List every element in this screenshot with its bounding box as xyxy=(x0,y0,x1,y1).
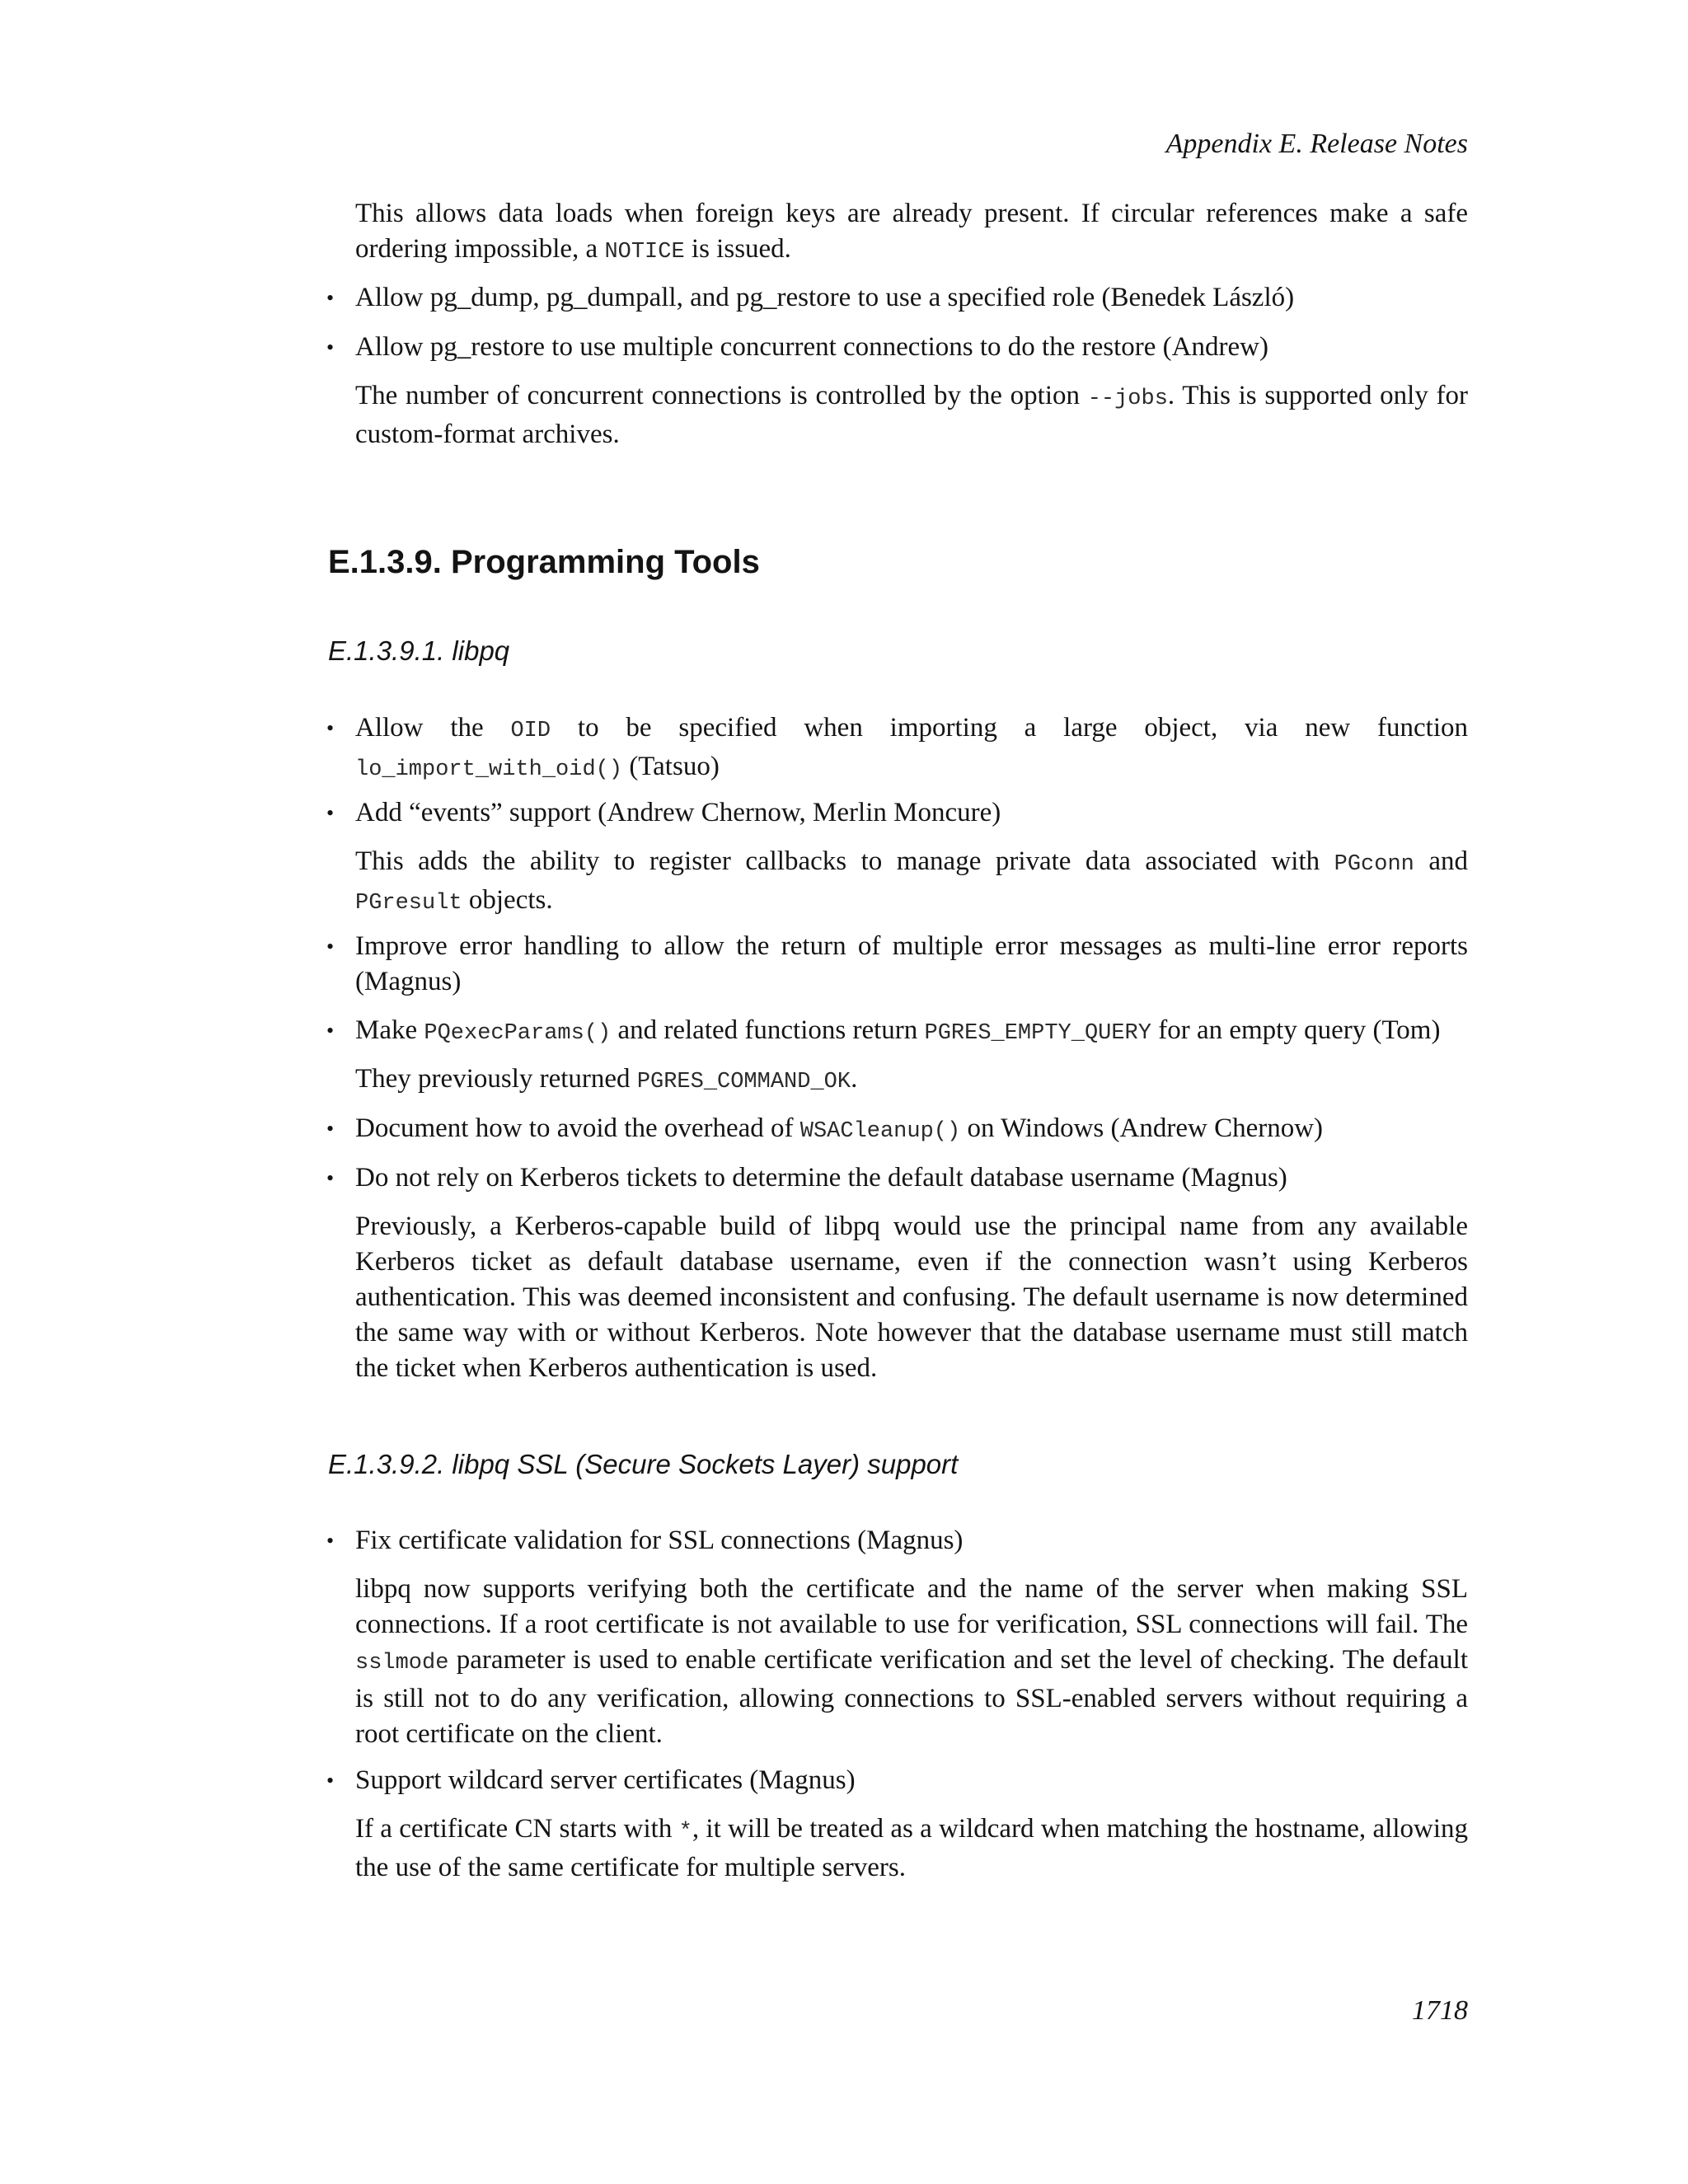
bullet-icon: • xyxy=(326,801,335,825)
code-wsacleanup: WSACleanup() xyxy=(799,1119,961,1144)
bullet-icon: • xyxy=(326,935,335,958)
code-notice: NOTICE xyxy=(604,240,685,265)
code-pgres-command-ok: PGRES_COMMAND_OK xyxy=(636,1070,851,1094)
bullet-icon: • xyxy=(326,335,335,359)
list-item-error-handling: • Improve error handling to allow the return of multiple error messages as multi-line error reports (Magnus) xyxy=(355,929,1468,1000)
bullet-icon: • xyxy=(326,1529,335,1553)
list-item-lo-import-with-oid: • Allow the OID to be specified when importing a large object, via new function lo_import_with_oid() (Tatsuo) xyxy=(355,710,1468,788)
subsection-heading-libpq: E.1.3.9.1. libpq xyxy=(328,635,510,666)
code-lo-import-with-oid: lo_import_with_oid() xyxy=(355,757,623,782)
list-item-specified-role: • Allow pg_dump, pg_dumpall, and pg_restore to use a specified role (Benedek László) xyxy=(355,280,1468,316)
page-number: 1718 xyxy=(1412,1995,1468,2026)
running-header: Appendix E. Release Notes xyxy=(1165,129,1468,159)
intro-paragraph-jobs: The number of concurrent connections is controlled by the option --jobs. This is supported only for custom-format archives. xyxy=(355,381,1468,449)
bullet-icon: • xyxy=(326,1117,335,1141)
bullet-icon: • xyxy=(326,1769,335,1793)
paragraph-wildcard-explanation: If a certificate CN starts with *, it will be treated as a wildcard when matching the hostname, allowing the use of the same certificate for multiple servers. xyxy=(355,1814,1468,1882)
code-sslmode: sslmode xyxy=(355,1651,449,1675)
bullet-icon: • xyxy=(326,716,335,740)
list-item-events-support: • Add “events” support (Andrew Chernow, Merlin Moncure) xyxy=(355,795,1468,831)
code-jobs: --jobs xyxy=(1087,387,1168,411)
bullet-icon: • xyxy=(326,1166,335,1190)
code-pgres-empty-query: PGRES_EMPTY_QUERY xyxy=(924,1021,1151,1046)
code-pgresult: PGresult xyxy=(355,891,462,916)
paragraph-certificate-verification: libpq now supports verifying both the certificate and the name of the server when making SSL connections. If a root certificate is not available to use for verification, SSL connections will fail. The sslmode parameter is used to enable certificate verification and set the level of checking. The default is still not to do any verification, allowing connections to SSL-enabled servers without requiring a root certificate on the client. xyxy=(355,1574,1468,1749)
list-item-wildcard-certificates: • Support wildcard server certificates (Magnus) xyxy=(355,1763,1468,1798)
bullet-icon: • xyxy=(326,1019,335,1043)
code-oid: OID xyxy=(510,719,551,743)
section-heading-programming-tools: E.1.3.9. Programming Tools xyxy=(328,544,760,580)
code-pqexecparams: PQexecParams() xyxy=(424,1021,612,1046)
list-item-wsacleanup: • Document how to avoid the overhead of WSACleanup() on Windows (Andrew Chernow) xyxy=(355,1111,1468,1150)
list-item-pqexecparams: • Make PQexecParams() and related functions return PGRES_EMPTY_QUERY for an empty query (Tom) xyxy=(355,1013,1468,1052)
code-asterisk: * xyxy=(678,1820,692,1844)
code-pgconn: PGconn xyxy=(1334,852,1414,877)
paragraph-kerberos-explanation: Previously, a Kerberos-capable build of libpq would use the principal name from any available Kerberos ticket as default database username, even if the connection wasn’t using Kerberos authentication. This was deemed inconsistent and confusing. The default username is now determined the same way with or without Kerberos. Note however that the database username must still match the ticket when Kerberos authentication is used. xyxy=(355,1212,1468,1383)
list-item-certificate-validation: • Fix certificate validation for SSL connections (Magnus) xyxy=(355,1523,1468,1558)
subsection-heading-libpq-ssl: E.1.3.9.2. libpq SSL (Secure Sockets Layer) support xyxy=(328,1449,959,1479)
list-item-concurrent-restore: • Allow pg_restore to use multiple concurrent connections to do the restore (Andrew) xyxy=(355,330,1468,365)
intro-paragraph-foreign-keys: This allows data loads when foreign keys are already present. If circular references make a safe ordering impossible, a NOTICE is issued. xyxy=(355,199,1468,265)
bullet-icon: • xyxy=(326,286,335,310)
list-item-kerberos-tickets: • Do not rely on Kerberos tickets to determine the default database username (Magnus) xyxy=(355,1160,1468,1196)
paragraph-previously-returned: They previously returned PGRES_COMMAND_OK. xyxy=(355,1064,858,1094)
paragraph-events-callbacks: This adds the ability to register callbacks to manage private data associated with PGconn and PGresult objects. xyxy=(355,846,1468,916)
